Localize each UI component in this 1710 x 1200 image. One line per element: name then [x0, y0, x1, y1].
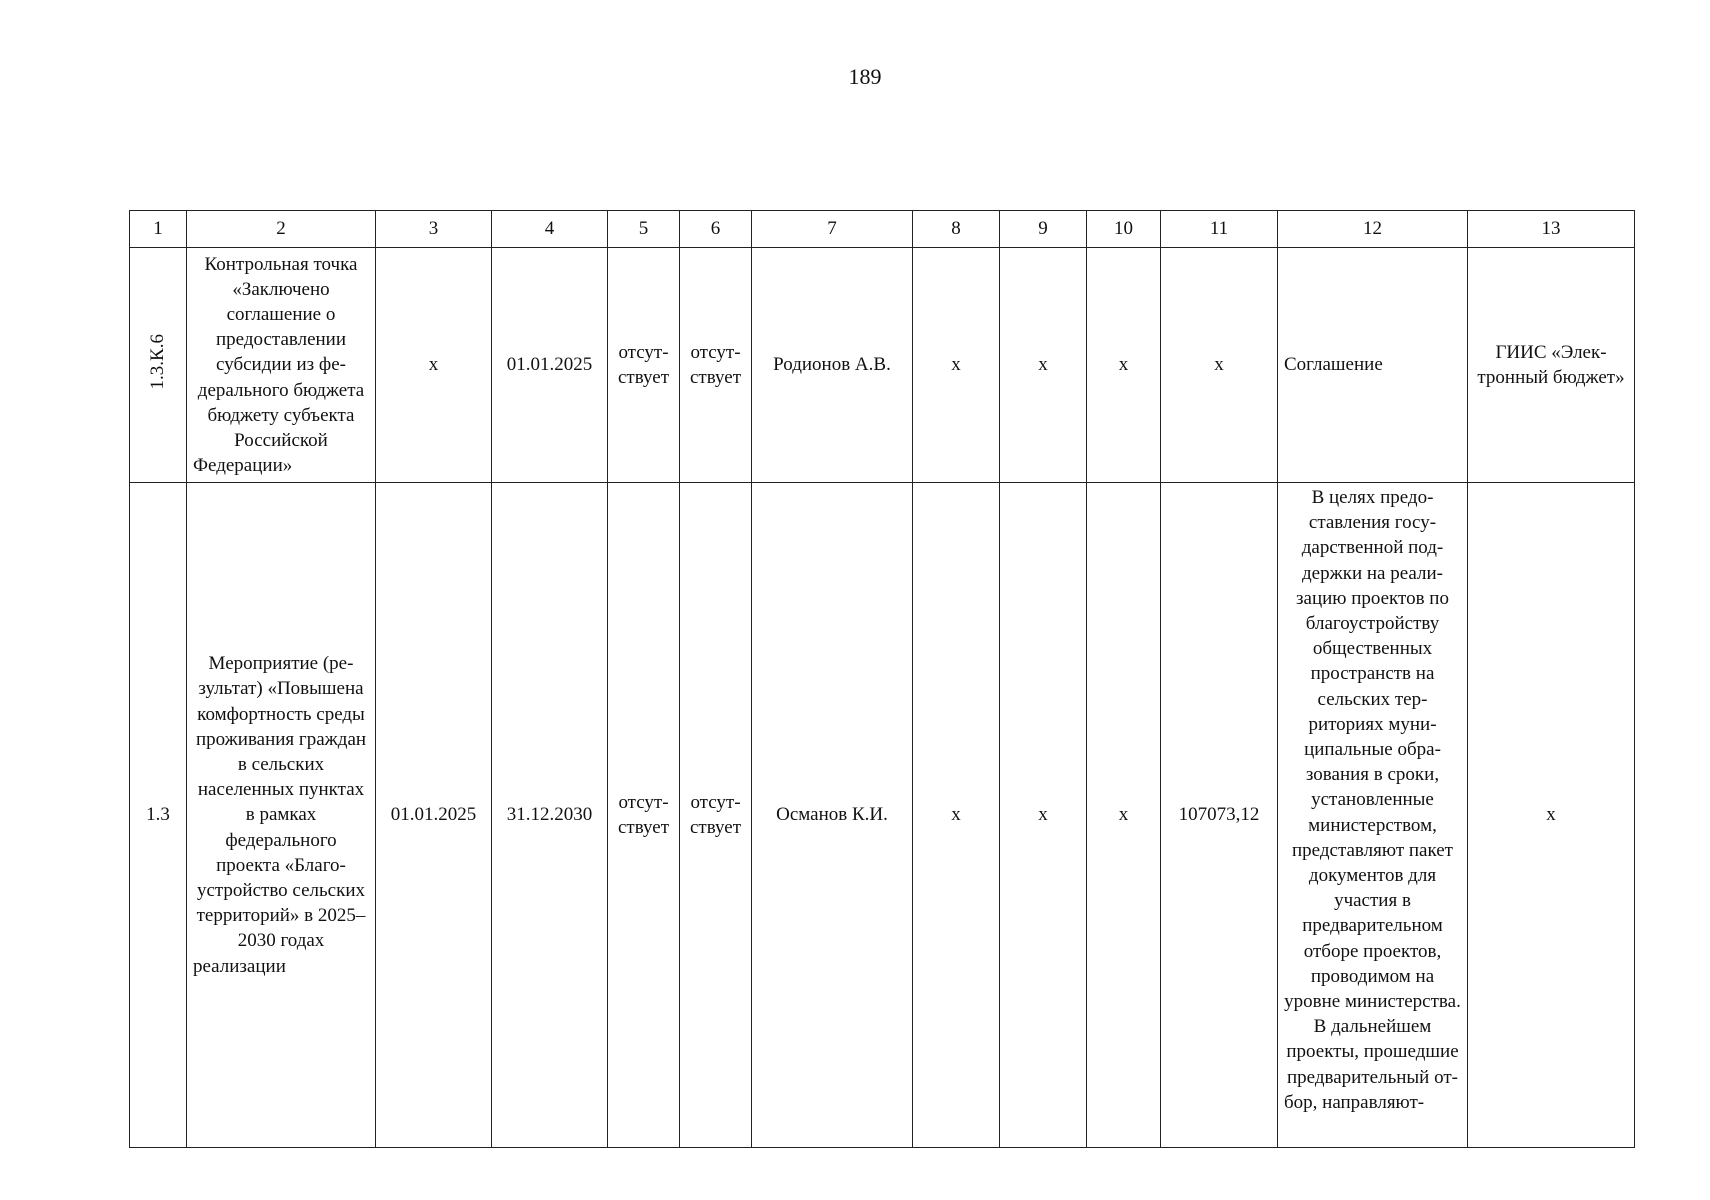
header-cell-4: 4 — [492, 211, 608, 248]
row-responsible: Родионов А.В. — [752, 248, 913, 483]
row-id: 1.3.К.6 — [147, 333, 169, 390]
row-col10: x — [1087, 483, 1161, 1148]
row-col12: В целях предоставления государственной поддержки на реализацию проектов по благоустройству общественных пространств на сельских территориях муниципальные образования в сроки, установленные министерством, представляют пакет документов для участия в предварительном отборе проектов, проводимом на уровне министерства. В дальнейшем проекты, прошедшие предварительный отбор, направляют- — [1278, 483, 1468, 1148]
header-cell-5: 5 — [608, 211, 680, 248]
row-col6: отсутствует — [680, 483, 752, 1148]
row-id: 1.3 — [130, 483, 187, 1148]
header-cell-6: 6 — [680, 211, 752, 248]
header-cell-13: 13 — [1468, 211, 1635, 248]
row-name: Мероприятие (результат) «Повышена комфортность среды проживания граждан в сельских населенных пунктах в рамках федерального проекта «Благоустройство сельских территорий» в 2025–2030 годах реализации — [187, 483, 376, 1148]
row-start: x — [376, 248, 492, 483]
row-col12: Соглашение — [1278, 248, 1468, 483]
row-col13: ГИИС «Электронный бюджет» — [1468, 248, 1635, 483]
header-cell-12: 12 — [1278, 211, 1468, 248]
table-row-control-point — [130, 248, 1635, 483]
row-id-cell — [130, 248, 187, 483]
header-cell-10: 10 — [1087, 211, 1161, 248]
header-cell-11: 11 — [1161, 211, 1278, 248]
row-col8: x — [913, 248, 1000, 483]
row-start: 01.01.2025 — [376, 483, 492, 1148]
row-end: 31.12.2030 — [492, 483, 608, 1148]
row-col5: отсутствует — [608, 248, 680, 483]
header-row — [130, 211, 1635, 248]
table-row-measure — [130, 483, 1635, 1148]
header-cell-7: 7 — [752, 211, 913, 248]
row-responsible: Османов К.И. — [752, 483, 913, 1148]
plan-table — [129, 210, 1635, 1148]
row-end: 01.01.2025 — [492, 248, 608, 483]
header-cell-2: 2 — [187, 211, 376, 248]
row-col11: 107073,12 — [1161, 483, 1278, 1148]
header-cell-3: 3 — [376, 211, 492, 248]
row-col8: x — [913, 483, 1000, 1148]
row-col11: x — [1161, 248, 1278, 483]
page-number: 189 — [848, 64, 882, 89]
row-col9: x — [1000, 483, 1087, 1148]
header-cell-9: 9 — [1000, 211, 1087, 248]
row-name: Контрольная точка «Заключено соглашение о предоставлении субсидии из федерального бюджета бюджету субъекта Российской Федерации» — [187, 248, 376, 483]
row-col13: x — [1468, 483, 1635, 1148]
header-cell-1: 1 — [130, 211, 187, 248]
row-col9: x — [1000, 248, 1087, 483]
header-cell-8: 8 — [913, 211, 1000, 248]
row-col5: отсутствует — [608, 483, 680, 1148]
row-col6: отсутствует — [680, 248, 752, 483]
row-col10: x — [1087, 248, 1161, 483]
